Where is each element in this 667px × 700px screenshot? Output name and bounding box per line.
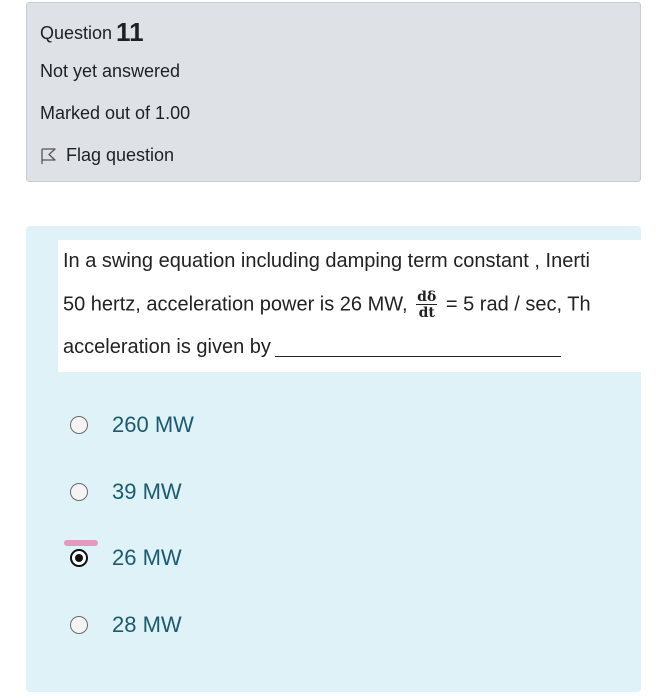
question-content — [26, 226, 641, 692]
answer-option-label: 26 MW — [112, 545, 182, 570]
answer-option-1[interactable] — [70, 412, 194, 438]
question-text-line-3-text: acceleration is given by — [63, 336, 271, 358]
answer-option-label: 260 MW — [112, 412, 194, 437]
answer-option-2[interactable] — [70, 479, 182, 505]
flag-icon — [40, 147, 58, 165]
question-text-line-3 — [63, 336, 561, 359]
derivative-fraction — [416, 290, 437, 320]
question-text-line-2b: = 5 rad / sec, Th — [445, 293, 591, 316]
question-label: Question — [40, 23, 113, 43]
answer-option-3[interactable] — [70, 545, 182, 571]
flag-question-link[interactable] — [40, 145, 174, 166]
radio-button-2[interactable] — [70, 483, 88, 501]
question-number: 11 — [116, 17, 144, 47]
answer-option-4[interactable] — [70, 612, 182, 638]
question-info-panel — [26, 2, 641, 182]
answer-option-label: 28 MW — [112, 612, 182, 637]
question-text-line-1: In a swing equation including damping term constant , Inerti — [63, 250, 590, 272]
flag-question-label: Flag question — [66, 145, 175, 165]
answer-option-label: 39 MW — [112, 479, 182, 504]
radio-button-3-selected[interactable] — [70, 549, 88, 567]
question-text-line-2a: 50 hertz, acceleration power is 26 MW, — [63, 293, 408, 316]
question-grade: Marked out of 1.00 — [40, 103, 191, 123]
question-text-image — [58, 240, 641, 372]
question-state: Not yet answered — [40, 61, 181, 81]
question-title — [40, 17, 144, 48]
radio-button-4[interactable] — [70, 616, 88, 634]
question-text-line-2 — [63, 290, 591, 320]
answer-blank — [275, 339, 561, 357]
radio-button-1[interactable] — [70, 416, 88, 434]
fraction-numerator: dδ — [417, 289, 437, 305]
fraction-denominator: dt — [418, 305, 435, 321]
